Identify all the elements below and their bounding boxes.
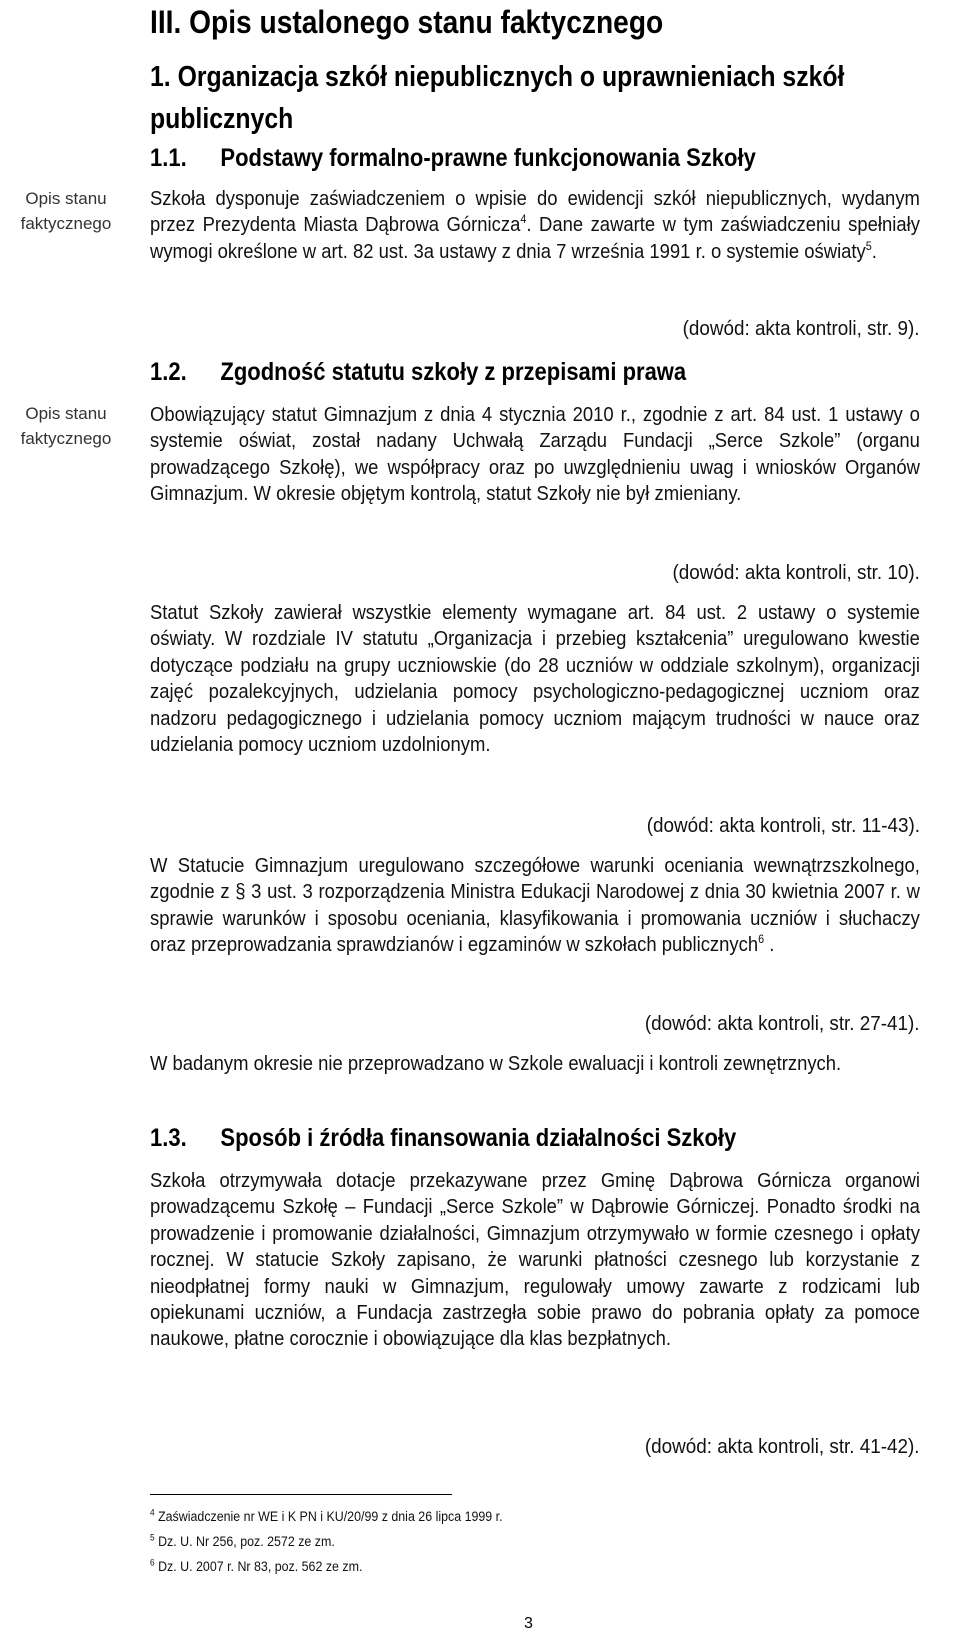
subsection-number: 1.2. — [150, 358, 187, 386]
chapter-heading: III. Opis ustalonego stanu faktycznego — [150, 4, 664, 40]
evidence-note: (dowód: akta kontroli, str. 27-41). — [645, 1012, 920, 1035]
subsection-number: 1.1. — [150, 144, 187, 172]
paragraph-1-2-b — [150, 600, 920, 758]
paragraph-text: Statut Szkoły zawierał wszystkie elementy wymagane art. 84 ust. 2 ustawy o systemie oświaty. W rozdziale IV statutu „Organizacja i przebieg kształcenia” uregulowano kwestie dotyczące podziału na grupy uczniowskie (do 28 uczniów w oddziale szkolnym), organizacji zajęć pozalekcyjnych, udzielania pomocy psychologiczno-pedagogicznej uczniom oraz nadzoru pedagogicznego i udzielania pomocy uczniom mającym trudności w nauce oraz udzielania pomocy uczniom uzdolnionym. — [150, 601, 920, 757]
paragraph-1-2-d — [150, 1051, 920, 1077]
paragraph-text: . — [764, 933, 775, 957]
subsection-heading-1-3 — [150, 1122, 736, 1154]
footnote-separator — [150, 1494, 452, 1495]
paragraph-1-1 — [150, 186, 920, 265]
footnote-number: 6 — [150, 1557, 155, 1568]
subsection-title: Zgodność statutu szkoły z przepisami prawa — [220, 358, 687, 386]
paragraph-text: . — [871, 239, 877, 263]
paragraph-1-3 — [150, 1168, 920, 1353]
footnote-text: Dz. U. Nr 256, poz. 2572 ze zm. — [154, 1534, 335, 1549]
subsection-heading-1-2 — [150, 356, 686, 388]
paragraph-1-2-a — [150, 402, 920, 508]
margin-note-2 — [0, 401, 132, 451]
footnote-number: 5 — [150, 1532, 155, 1543]
evidence-note: (dowód: akta kontroli, str. 41-42). — [645, 1435, 920, 1458]
section-heading: 1. Organizacja szkół niepublicznych o uprawnieniach szkół publicznych — [150, 61, 845, 135]
evidence-note: (dowód: akta kontroli, str. 9). — [683, 317, 920, 340]
footnote-ref: 4 — [520, 212, 527, 227]
footnote-ref: 6 — [758, 932, 765, 947]
margin-note-line: Opis stanu — [25, 404, 107, 423]
subsection-number: 1.3. — [150, 1124, 187, 1152]
subsection-heading-1-1 — [150, 142, 756, 174]
paragraph-text: Obowiązujący statut Gimnazjum z dnia 4 stycznia 2010 r., zgodnie z art. 84 ust. 1 ustawy o systemie oświat, został nadany Uchwałą Zarządu Fundacji „Serce Szkole” (organu prowadzącego Szkołę), we współpracy oraz po uwzględnieniu uwag i wniosków Organów Gimnazjum. W okresie objętym kontrolą, statut Szkoły nie był zmieniany. — [150, 403, 920, 506]
footnote-text: Zaświadczenie nr WE i K PN i KU/20/99 z dnia 26 lipca 1999 r. — [154, 1509, 503, 1524]
paragraph-text: W Statucie Gimnazjum uregulowano szczegółowe warunki oceniania wewnątrzszkolnego, zgodnie z § 3 ust. 3 rozporządzenia Ministra Edukacji Narodowej z dnia 30 kwietnia 2007 r. w sprawie warunków i sposobu oceniania, klasyfikowania i promowania uczniów i słuchaczy oraz przeprowadzania sprawdzianów i egzaminów w szkołach publicznych — [150, 854, 920, 957]
evidence-note: (dowód: akta kontroli, str. 11-43). — [646, 814, 920, 837]
margin-note-line: faktycznego — [20, 214, 112, 233]
subsection-title: Podstawy formalno-prawne funkcjonowania Szkoły — [220, 144, 756, 172]
margin-note-1 — [0, 186, 132, 236]
paragraph-text: . Dane zawarte w tym zaświadczeniu spełniały wymogi określone w art. 82 ust. 3a ustawy z dnia 7 września 1991 r. o systemie oświaty — [150, 213, 920, 263]
paragraph-text: Szkoła dysponuje zaświadczeniem o wpisie do ewidencji szkół niepublicznych, wydanym przez Prezydenta Miasta Dąbrowa Górnicza — [150, 187, 920, 237]
footnote-6 — [150, 1558, 362, 1576]
subsection-title: Sposób i źródła finansowania działalności Szkoły — [220, 1124, 737, 1152]
paragraph-1-2-c — [150, 853, 920, 959]
footnote-5 — [150, 1533, 335, 1551]
footnote-4 — [150, 1508, 503, 1526]
paragraph-text: Szkoła otrzymywała dotacje przekazywane przez Gminę Dąbrowa Górnicza organowi prowadzącemu Szkołę – Fundacji „Serce Szkole” w Dąbrowie Górniczej. Ponadto środki na prowadzenie i promowanie działalności, Gimnazjum otrzymywało w formie czesnego i opłaty rocznej. W statucie Szkoły zapisano, że warunki płatności czesnego lub korzystanie z nieodpłatnej formy nauki w Gimnazjum, regulowały umowy zawarte z rodzicami lub opiekunami uczniów, a Fundacja zastrzegła sobie prawo do pobrania opłaty za pomoce naukowe, płatne corocznie i obowiązujące dla klas bezpłatnych. — [150, 1169, 920, 1351]
paragraph-text: W badanym okresie nie przeprowadzano w Szkole ewaluacji i kontroli zewnętrznych. — [150, 1052, 842, 1075]
page-number: 3 — [524, 1615, 533, 1632]
footnote-ref: 5 — [865, 238, 872, 253]
margin-note-line: faktycznego — [20, 429, 112, 448]
evidence-note: (dowód: akta kontroli, str. 10). — [672, 561, 920, 584]
margin-note-line: Opis stanu — [25, 189, 107, 208]
footnote-number: 4 — [150, 1507, 155, 1518]
footnote-text: Dz. U. 2007 r. Nr 83, poz. 562 ze zm. — [154, 1559, 363, 1574]
